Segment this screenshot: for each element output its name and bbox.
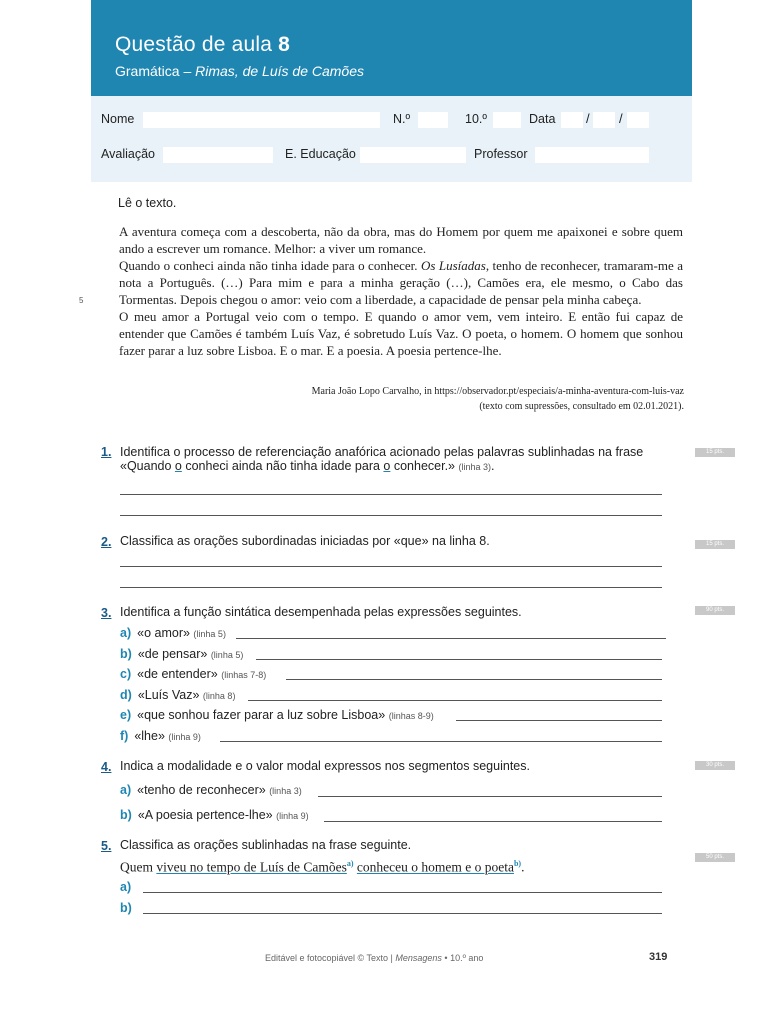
answer-line[interactable] [120, 515, 662, 516]
sub-question: b) «de pensar» (linha 5) [120, 647, 244, 661]
question-number: 5. [101, 839, 112, 853]
answer-line[interactable] [456, 720, 662, 721]
points-badge: 15 pts. [695, 540, 735, 549]
question-text: Classifica as orações subordinadas iniciadas por «que» na linha 8. [120, 534, 490, 548]
question-text: Identifica a função sintática desempenhada pelas expressões seguintes. [120, 605, 522, 619]
nome-field[interactable] [143, 112, 380, 128]
data-label: Data [529, 112, 556, 126]
student-form [91, 96, 692, 182]
answer-line[interactable] [143, 892, 662, 893]
answer-line[interactable] [120, 587, 662, 588]
sub-question: b) [120, 901, 132, 915]
points-badge: 30 pts. [695, 761, 735, 770]
date-month-field[interactable] [593, 112, 615, 128]
educacao-label: E. Educação [285, 147, 356, 161]
date-slash: / [619, 111, 623, 126]
ano-label: 10.º [465, 112, 487, 126]
question-number: 3. [101, 606, 112, 620]
source-note: (texto com supressões, consultado em 02.01.2021). [479, 401, 684, 412]
question-number: 4. [101, 760, 112, 774]
question-number: 2. [101, 535, 112, 549]
date-year-field[interactable] [627, 112, 649, 128]
educacao-field[interactable] [360, 147, 466, 163]
paragraph: A aventura começa com a descoberta, não da obra, mas do Homem por quem me apaixonei e sobre quem ando a escrever um romance. Melhor: a viver um romance. [119, 224, 683, 256]
points-badge: 15 pts. [695, 448, 735, 457]
sub-question: a) «o amor» (linha 5) [120, 626, 226, 640]
answer-line[interactable] [256, 659, 662, 660]
sub-question: b) «A poesia pertence-lhe» (linha 9) [120, 808, 309, 822]
answer-line[interactable] [286, 679, 662, 680]
sub-question: f) «lhe» (linha 9) [120, 729, 201, 743]
turma-field[interactable] [493, 112, 521, 128]
answer-line[interactable] [324, 821, 662, 822]
instruction: Lê o texto. [118, 196, 177, 210]
professor-field[interactable] [535, 147, 649, 163]
source-citation: Maria João Lopo Carvalho, in https://observador.pt/especiais/a-minha-aventura-com-luis-vaz [311, 386, 684, 397]
example-sentence: Quem viveu no tempo de Luís de Camões$^{a)}$ conheceu o homem e o poeta$^{b)}$. [120, 859, 525, 875]
paragraph: Quando o conheci ainda não tinha idade para o conhecer. Os Lusíadas, tenho de reconhecer, tramaram-me a nota a Português. (…) Para mim e para a minha geração (…), Camões era, ele mesmo, o Cabo das Tormentas. Depois chegou o amor: veio com a liberdade, a capacidade de pensar pela minha cabeça. [119, 258, 683, 307]
answer-line[interactable] [143, 913, 662, 914]
sub-question: e) «que sonhou fazer parar a luz sobre Lisboa» (linhas 8-9) [120, 708, 434, 722]
footer-credit: Editável e fotocopiável © Texto | Mensagens • 10.º ano [265, 953, 484, 963]
question-text: Identifica o processo de referenciação anafórica acionado pelas palavras sublinhadas na frase «Quando o conheci ainda não tinha idade para o conhecer.» (linha 3). [120, 445, 644, 473]
question-text: Classifica as orações sublinhadas na frase seguinte. [120, 838, 412, 852]
avaliacao-label: Avaliação [101, 147, 155, 161]
answer-line[interactable] [120, 494, 662, 495]
sub-question: d) «Luís Vaz» (linha 8) [120, 688, 236, 702]
date-slash: / [586, 111, 590, 126]
reading-passage [119, 223, 683, 359]
page-number: 319 [649, 951, 668, 963]
date-day-field[interactable] [561, 112, 583, 128]
sub-question: a) [120, 880, 132, 894]
answer-line[interactable] [120, 566, 662, 567]
points-badge: 90 pts. [695, 606, 735, 615]
header-band [91, 0, 692, 96]
paragraph: O meu amor a Portugal veio com o tempo. E quando o amor vem, vem inteiro. E então fui capaz de entender que Camões é também Luís Vaz, é sobretudo Luís Vaz. O poeta, o homem. O homem que sonhou fazer parar a luz sobre Lisboa. E o mar. E a poesia. A poesia pertence-lhe. [119, 309, 683, 358]
answer-line[interactable] [318, 796, 662, 797]
points-badge: 50 pts. [695, 853, 735, 862]
avaliacao-field[interactable] [163, 147, 273, 163]
line-marker: 5 [79, 296, 84, 305]
page-title: Questão de aula 8 [115, 33, 291, 56]
numero-field[interactable] [418, 112, 448, 128]
answer-line[interactable] [220, 741, 662, 742]
page-subtitle: Gramática – Rimas, de Luís de Camões [115, 63, 364, 79]
professor-label: Professor [474, 147, 528, 161]
numero-label: N.º [393, 112, 411, 126]
sub-question: c) «de entender» (linhas 7-8) [120, 667, 267, 681]
answer-line[interactable] [248, 700, 662, 701]
answer-line[interactable] [236, 638, 666, 639]
nome-label: Nome [101, 112, 135, 126]
sub-question: a) «tenho de reconhecer» (linha 3) [120, 783, 302, 797]
question-text: Indica a modalidade e o valor modal expressos nos segmentos seguintes. [120, 759, 530, 773]
question-number: 1. [101, 445, 112, 459]
